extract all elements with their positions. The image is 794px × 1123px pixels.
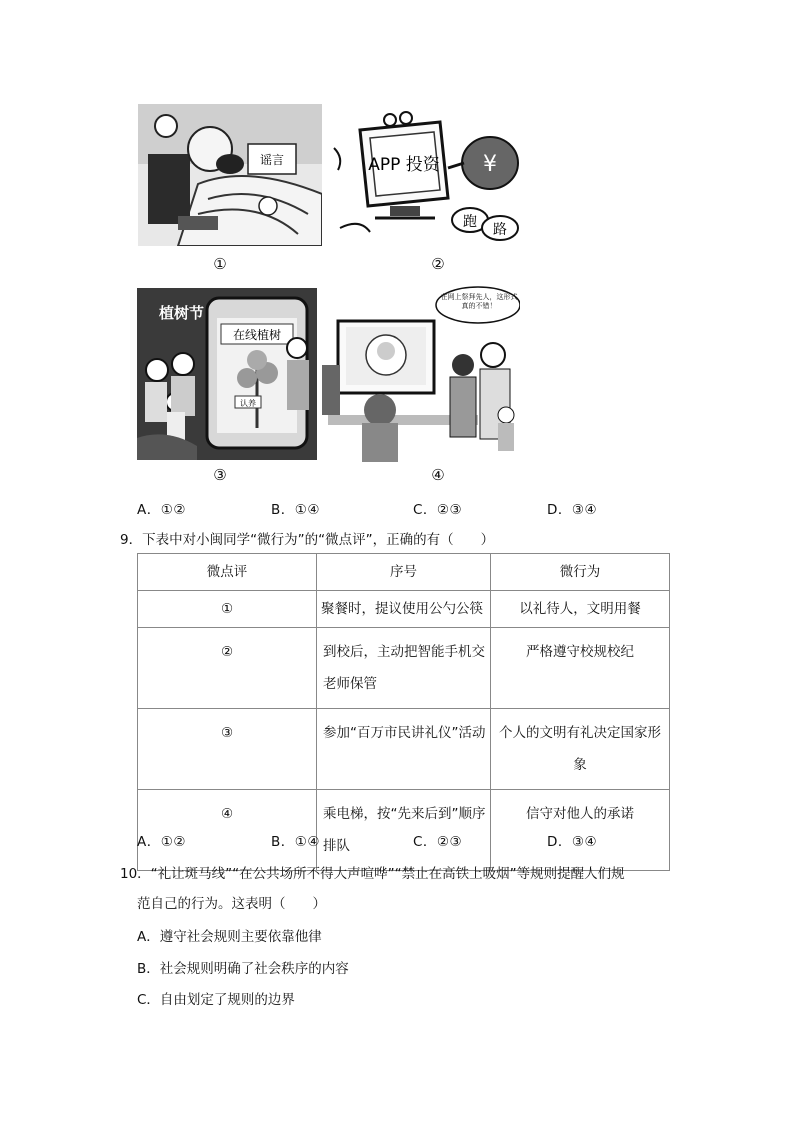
table-row <box>138 628 670 709</box>
q8-option-a[interactable]: A．①② <box>137 502 186 518</box>
money-bag-symbol: ¥ <box>483 152 497 177</box>
row-behavior: 到校后，主动把智能手机交老师保管 <box>317 628 491 709</box>
q8-options <box>137 498 677 518</box>
table-row <box>138 709 670 790</box>
q10-option-b[interactable]: B．社会规则明确了社会秩序的内容 <box>137 961 349 977</box>
app-screen-text: APP 投资 <box>368 155 440 175</box>
q9-option-b[interactable]: B．①④ <box>271 834 320 850</box>
row-comment: 以礼待人，文明用餐 <box>491 591 670 628</box>
header-behavior: 微行为 <box>491 554 670 591</box>
row-number: ③ <box>138 709 317 790</box>
figure-4-label: ④ <box>431 466 445 484</box>
table-row <box>138 591 670 628</box>
q8-option-b[interactable]: B．①④ <box>271 502 320 518</box>
header-number: 序号 <box>317 554 491 591</box>
cartoon-app-investment <box>330 108 526 248</box>
table-header-row <box>138 554 670 591</box>
speech-bubble: 在网上祭拜先人，这形式真的不错！ <box>440 293 518 310</box>
q9-option-a[interactable]: A．①② <box>137 834 186 850</box>
run-text-2: 路 <box>493 222 507 238</box>
row-number: ② <box>138 628 317 709</box>
q10-stem-line2: 范自己的行为。这表明（ ） <box>137 896 326 912</box>
q10-option-c[interactable]: C．自由划定了规则的边界 <box>137 992 295 1008</box>
row-behavior: 聚餐时，提议使用公勺公筷 <box>317 591 491 628</box>
row-behavior: 参加“百万市民讲礼仪”活动 <box>317 709 491 790</box>
q9-stem: 9．下表中对小闽同学“微行为”的“微点评”，正确的有（ ） <box>120 532 495 548</box>
figure-1-label: ① <box>213 255 227 273</box>
q10-stem-line1: 10．“礼让斑马线”“在公共场所不得大声喧哗”“禁止在高铁上吸烟”等规则提醒人们规 <box>120 866 625 882</box>
row-comment: 严格遵守校规校纪 <box>491 628 670 709</box>
q9-option-c[interactable]: C．②③ <box>413 834 463 850</box>
row-number: ④ <box>138 790 317 871</box>
cartoon-rumor <box>138 104 322 246</box>
header-comment: 微点评 <box>138 554 317 591</box>
row-number: ① <box>138 591 317 628</box>
run-text-1: 跑 <box>463 214 477 230</box>
q8-option-c[interactable]: C．②③ <box>413 502 463 518</box>
figure-3-label: ③ <box>213 466 227 484</box>
adopt-tag: 认养 <box>240 399 256 408</box>
row-comment: 信守对他人的承诺 <box>491 790 670 871</box>
q8-option-d[interactable]: D．③④ <box>547 502 598 518</box>
q10-option-a[interactable]: A．遵守社会规则主要依靠他律 <box>137 929 322 945</box>
arbor-day-text: 植树节 <box>159 304 205 322</box>
q9-option-d[interactable]: D．③④ <box>547 834 598 850</box>
rumor-label: 谣言 <box>259 153 285 167</box>
cartoon-online-memorial <box>318 285 520 462</box>
online-tree-title: 在线植树 <box>232 328 282 342</box>
q9-options <box>137 830 677 850</box>
cartoon-online-tree-planting <box>137 288 317 460</box>
row-comment: 个人的文明有礼决定国家形象 <box>491 709 670 790</box>
row-behavior: 乘电梯，按“先来后到”顺序排队 <box>317 790 491 871</box>
q9-table <box>137 553 670 871</box>
figure-2-label: ② <box>431 255 445 273</box>
